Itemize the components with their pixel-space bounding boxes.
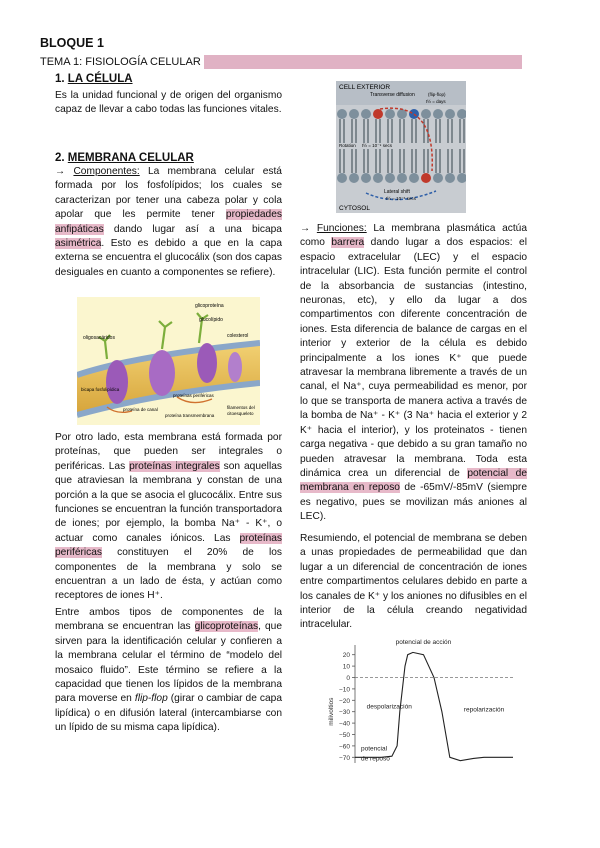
label-transverse: Transverse diffusion xyxy=(370,92,415,98)
y-tick-label: 0 xyxy=(346,675,350,682)
section1-number: 1. xyxy=(55,73,65,85)
bilayer-diffusion-illustration xyxy=(336,81,466,213)
annotation-potencial: potencial xyxy=(361,745,388,753)
label-canal: proteína de canal xyxy=(123,407,158,412)
annotation-de-reposo: de reposo xyxy=(361,755,390,763)
text-run: Por otro lado, esta membrana está formada por proteínas, que pueden ser integrales o periféricas. Las xyxy=(55,432,282,472)
summary-paragraph: Resumiendo, el potencial de membrana se deben a unas propiedades de permeabilidad que dan lugar a un diferencial de concentración de iones entre compartimentos celulares debido en parte a los canales de K⁺ y los aniones no difusibles en el interior de la célula creando negatividad intracelular. xyxy=(300,533,527,631)
text-run: , que sirven para la identificación celular y confieren a la membrana celular el término de “modelo del mosaico fluido”. Este término se refiere a la capacidad que tienen los lípidos de la membrana para moverse en xyxy=(55,621,282,705)
text-run: dando lugar así a una bicapa xyxy=(113,223,282,235)
y-tick-label: −20 xyxy=(338,697,350,705)
label-rotation: Rotation xyxy=(339,143,356,148)
components-paragraph xyxy=(55,165,282,280)
label-perifericas: proteínas periféricas xyxy=(173,393,214,398)
label-cell-exterior: CELL EXTERIOR xyxy=(339,84,391,91)
label-lateral: Lateral shift xyxy=(384,189,410,195)
y-tick-label: −10 xyxy=(338,686,350,694)
highlight-glicoproteinas: glicoproteínas xyxy=(194,621,259,633)
y-tick-label: −30 xyxy=(338,709,350,717)
membrane-figure xyxy=(77,297,260,425)
protein-4 xyxy=(228,352,242,382)
label-citoesqueleto: citoesqueleto xyxy=(227,411,254,416)
y-tick-label: −60 xyxy=(338,743,350,751)
label-glucolipido: glucolípido xyxy=(199,317,223,323)
label-flip: (flip-flop) xyxy=(428,92,446,97)
text-run: son aquellas que atraviesan la membrana y constan de una porción a la que se asocia el glucocálix. Entre sus funciones se encuentran la función transportadora de iones; por ejemplo, la bomba Na⁺ - K⁺, o actuar como canales iónicos. Las xyxy=(55,460,282,544)
text-run: (girar o cambiar de capa lipídica) o en difusión lateral (intercambiarse con un lípido de su misma capa lipídica). xyxy=(55,693,282,734)
y-axis-label: milivoltios xyxy=(328,697,335,726)
label-filamentos: filamentos del xyxy=(227,405,255,410)
label-cytosol: CYTOSOL xyxy=(339,205,370,212)
highlight-anfipaticas: propiedades anfipáticas xyxy=(55,209,282,235)
protein-1 xyxy=(106,360,128,404)
arrow: → xyxy=(300,223,311,234)
bloque-title: BLOQUE 1 xyxy=(40,36,104,50)
highlight-perifericas: proteínas periféricas xyxy=(55,532,282,559)
label-lateral-time: t½ = 10⁻⁶ secs xyxy=(386,196,416,201)
annotation-despolarizacion: despolarización xyxy=(366,703,412,711)
protein-3 xyxy=(197,343,217,383)
functions-label: Funciones: xyxy=(316,223,367,234)
label-oligosacaridos: oligosacáridos xyxy=(83,335,115,341)
tema-highlight-bar xyxy=(204,55,522,69)
glycoproteins-paragraph xyxy=(55,606,282,736)
text-run: de -65mV/-85mV (siempre es negativo, pues se movilizan más aniones al LEC). xyxy=(300,482,527,523)
text-run: dando lugar a dos espacios: el espacio extracelular (LEC) y el espacio intracelular (LIC). Esta función permite el control de la absorbancia de sustancias (intestino, neuronas, etc), y ello da lugar a dos compartimentos con diferente concentración de iones. Esta diferencia de balance de cargas en el interior y exterior de la célula es debido principalmente a los iones K⁺ que puede atravesar la membrana libremente a través de un canal, el Na⁺, cuya permeabilidad es menor, por lo que se transporta de manera activa a través de la bomba de Na⁺ - K⁺ (3 Na⁺ hacia el exterior y 2 K⁺ hacia el interior), y los proteinatos - tienen carga negativa - que debido a su gran tamaño no pueden atravesar la membrana. Toda esta dinámica crea un diferencial de xyxy=(300,237,527,479)
tema-title: TEMA 1: FISIOLOGÍA CELULAR xyxy=(40,56,201,68)
text-run: La membrana celular está formada por los fosfolípidos; los cuales se caracterizan por tener una cabeza polar y cola apolar que les permite tener xyxy=(55,166,282,221)
section2-title: MEMBRANA CELULAR xyxy=(67,152,194,164)
highlight-integrales: proteínas integrales xyxy=(129,460,220,472)
flip-flop-term: flip-flop xyxy=(134,693,168,705)
y-tick-label: −70 xyxy=(338,754,350,762)
membrane-illustration xyxy=(77,297,260,425)
action-potential-svg xyxy=(325,637,517,767)
inner-lipid-heads xyxy=(337,173,466,183)
y-tick-label: 20 xyxy=(342,652,350,660)
arrow: → xyxy=(55,166,66,177)
section2-number: 2. xyxy=(55,152,65,164)
action-potential-chart xyxy=(325,637,517,767)
y-tick-label: −50 xyxy=(338,732,350,739)
label-glicoproteina: glicoproteína xyxy=(195,303,224,309)
text-run: constituyen el 20% de los componentes de la membrana y solo se encuentran a un lado de ésta, y actúan como receptores de iones H⁺. xyxy=(55,547,282,602)
label-colesterol: colesterol xyxy=(227,333,249,339)
highlight-potencial-reposo: potencial de membrana en reposo xyxy=(300,467,527,494)
text-run: . Esto es debido a que en la capa externa se encuentra el glucocálix (son dos capas desiguales en cuanto a componentes se refiere). xyxy=(55,238,282,278)
highlight-barrera: barrera xyxy=(331,237,365,249)
annotation-potencial-accion: potencial de acción xyxy=(395,639,452,646)
outer-lipid-heads xyxy=(337,109,466,119)
components-label: Componentes: xyxy=(73,166,140,177)
bilayer-diffusion-figure xyxy=(336,81,466,213)
text-run: La membrana plasmática actúa como xyxy=(300,223,527,249)
highlight-asimetrica: asimétrica xyxy=(55,238,102,250)
label-rotation-time: t½ = 10⁻⁹ secs xyxy=(362,143,392,148)
label-transmembrana: proteína transmembrana xyxy=(165,413,215,418)
section2-heading xyxy=(55,151,194,165)
functions-paragraph xyxy=(300,222,527,525)
section1-heading xyxy=(55,72,133,86)
section1-text: Es la unidad funcional y de origen del organismo capaz de llevar a cabo todas las funciones vitales. xyxy=(55,90,282,116)
text-run: Entre ambos tipos de componentes de la membrana se encuentran las xyxy=(55,607,282,633)
section1-title: LA CÉLULA xyxy=(67,73,133,85)
label-flip-time: t½ = days xyxy=(426,99,446,104)
y-tick-label: −40 xyxy=(338,720,350,728)
proteins-paragraph xyxy=(55,431,282,604)
lipid-tails xyxy=(340,119,464,173)
annotation-repolarizacion: repolarización xyxy=(463,706,505,714)
protein-2 xyxy=(149,350,175,396)
y-tick-label: 10 xyxy=(342,663,350,671)
label-bicapa: bicapa fosfolipídica xyxy=(81,387,120,392)
